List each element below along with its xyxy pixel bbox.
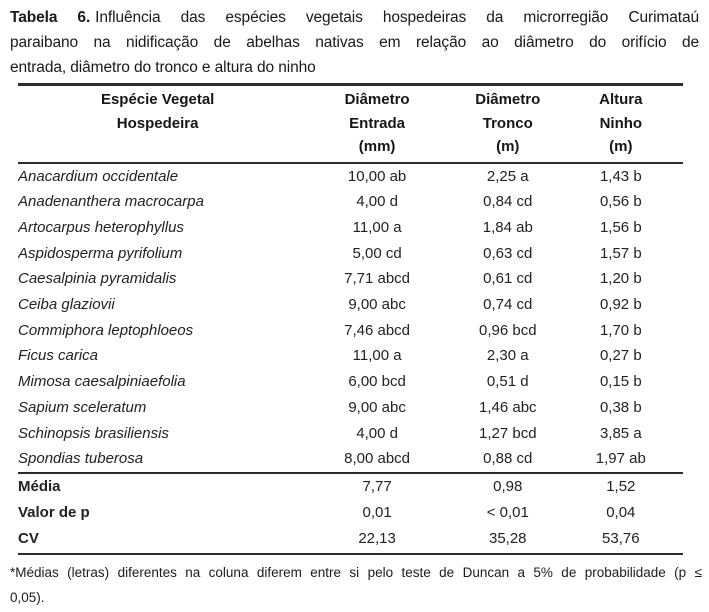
nest-height-value: 0,92 b — [599, 296, 642, 314]
table-footnote — [10, 560, 702, 610]
header-entrance-diameter-column — [297, 85, 457, 163]
nest-height-value: 0,56 b — [599, 193, 642, 211]
cv-entrance-value: 22,13 — [297, 526, 457, 553]
entrance-diameter-value: 4,00 d — [356, 424, 398, 442]
species-name: Sapium sceleratum — [18, 398, 147, 416]
nest-height-value: 0,15 b — [599, 373, 642, 391]
table-row — [18, 369, 683, 395]
table-row — [18, 318, 683, 344]
trunk-diameter-value: 0,74 cd — [483, 296, 533, 314]
header-height-line-2: Ninho — [599, 114, 643, 132]
summary-row-p-value — [18, 500, 683, 526]
footnote-line-2: 0,05). — [10, 589, 45, 605]
table-row — [18, 292, 683, 318]
species-name: Anacardium occidentale — [18, 167, 179, 185]
header-height-unit: (m) — [609, 138, 633, 155]
nest-height-value: 1,97 ab — [595, 450, 646, 468]
header-species-line-1: Espécie Vegetal — [100, 91, 215, 108]
species-name: Ficus carica — [18, 347, 99, 365]
species-name: Spondias tuberosa — [18, 450, 144, 468]
table-body — [18, 163, 683, 473]
species-name: Artocarpus heterophyllus — [18, 218, 184, 236]
table-row — [18, 343, 683, 369]
header-species-line-2: Hospedeira — [116, 114, 199, 132]
entrance-diameter-value: 11,00 a — [352, 218, 402, 236]
entrance-diameter-value: 11,00 a — [352, 347, 402, 365]
trunk-diameter-value: 0,63 cd — [483, 244, 533, 262]
cv-height-value: 53,76 — [559, 526, 683, 553]
header-height-line-1: Altura — [599, 91, 643, 108]
header-entrance-line-1: Diâmetro — [344, 91, 410, 108]
nest-height-value: 0,27 b — [599, 347, 642, 365]
table-row — [18, 266, 683, 292]
header-trunk-line-1: Diâmetro — [475, 91, 541, 108]
table-row — [18, 421, 683, 447]
entrance-diameter-value: 9,00 abc — [348, 398, 406, 416]
header-row — [18, 85, 683, 163]
nest-height-value: 1,57 b — [599, 244, 642, 262]
header-trunk-unit: (m) — [496, 138, 520, 155]
trunk-diameter-value: 0,88 cd — [483, 450, 533, 468]
table-row — [18, 446, 683, 473]
table-row — [18, 241, 683, 267]
table-row — [18, 395, 683, 421]
table-row — [18, 189, 683, 215]
header-entrance-line-2: Entrada — [349, 114, 406, 132]
species-data-table — [18, 83, 683, 555]
nest-height-value: 3,85 a — [599, 424, 642, 442]
trunk-diameter-value: 0,96 bcd — [478, 321, 537, 339]
caption-line-2: paraibano na nidificação de abelhas nativas em relação ao diâmetro do orifício de — [10, 34, 699, 51]
species-name: Commiphora leptophloeos — [18, 321, 194, 339]
entrance-diameter-value: 5,00 cd — [352, 244, 402, 262]
header-trunk-diameter-column — [457, 85, 559, 163]
trunk-diameter-value: 1,84 ab — [482, 218, 533, 236]
nest-height-value: 1,20 b — [599, 270, 642, 288]
species-name: Mimosa caesalpiniaefolia — [18, 373, 186, 391]
trunk-diameter-value: 0,51 d — [486, 373, 529, 391]
header-trunk-line-2: Tronco — [482, 114, 533, 132]
summary-row-cv — [18, 526, 683, 553]
mean-entrance-value: 7,77 — [297, 473, 457, 500]
p-trunk-value: < 0,01 — [486, 504, 529, 522]
table-header — [18, 85, 683, 163]
entrance-diameter-value: 7,46 abcd — [344, 321, 411, 339]
table-caption — [10, 5, 699, 80]
summary-label: CV — [18, 526, 297, 553]
trunk-diameter-value: 0,61 cd — [483, 270, 533, 288]
entrance-diameter-value: 6,00 bcd — [348, 373, 406, 391]
summary-label: Valor de p — [18, 504, 90, 522]
entrance-diameter-value: 4,00 d — [356, 193, 398, 211]
mean-height-value: 1,52 — [559, 473, 683, 500]
p-height-value: 0,04 — [606, 504, 636, 522]
species-name: Schinopsis brasiliensis — [18, 424, 169, 442]
nest-height-value: 1,56 b — [599, 218, 642, 236]
species-name: Caesalpinia pyramidalis — [18, 270, 177, 288]
p-entrance-value: 0,01 — [362, 504, 392, 522]
summary-row-mean — [18, 473, 683, 500]
caption-line-1-text: Influência das espécies vegetais hospedeiras da microrregião Curimataú — [95, 9, 699, 26]
summary-label: Média — [18, 473, 297, 500]
species-name: Ceiba glaziovii — [18, 296, 115, 314]
caption-line-1 — [10, 5, 699, 30]
table-row — [18, 163, 683, 190]
footnote-line-1: *Médias (letras) diferentes na coluna diferem entre si pelo teste de Duncan a 5% de probabilidade (p ≤ — [10, 564, 702, 580]
trunk-diameter-value: 1,27 bcd — [478, 424, 537, 442]
entrance-diameter-value: 10,00 ab — [347, 167, 407, 185]
entrance-diameter-value: 9,00 abc — [348, 296, 406, 314]
entrance-diameter-value: 8,00 abcd — [344, 450, 411, 468]
trunk-diameter-value: 2,30 a — [486, 347, 529, 365]
cv-trunk-value: 35,28 — [457, 526, 559, 553]
species-name: Anadenanthera macrocarpa — [18, 193, 204, 211]
caption-line-3: entrada, diâmetro do tronco e altura do ninho — [10, 59, 316, 76]
nest-height-value: 0,38 b — [599, 398, 642, 416]
table-row — [18, 215, 683, 241]
header-species-column — [18, 85, 297, 163]
entrance-diameter-value: 7,71 abcd — [344, 270, 411, 288]
header-nest-height-column — [559, 85, 683, 163]
trunk-diameter-value: 2,25 a — [486, 167, 529, 185]
nest-height-value: 1,70 b — [599, 321, 642, 339]
caption-table-number: Tabela 6. — [10, 9, 91, 26]
mean-trunk-value: 0,98 — [457, 473, 559, 500]
trunk-diameter-value: 0,84 cd — [483, 193, 533, 211]
header-entrance-unit: (mm) — [358, 138, 396, 155]
nest-height-value: 1,43 b — [599, 167, 642, 185]
trunk-diameter-value: 1,46 abc — [478, 398, 537, 416]
species-name: Aspidosperma pyrifolium — [18, 244, 183, 262]
table-summary — [18, 473, 683, 554]
